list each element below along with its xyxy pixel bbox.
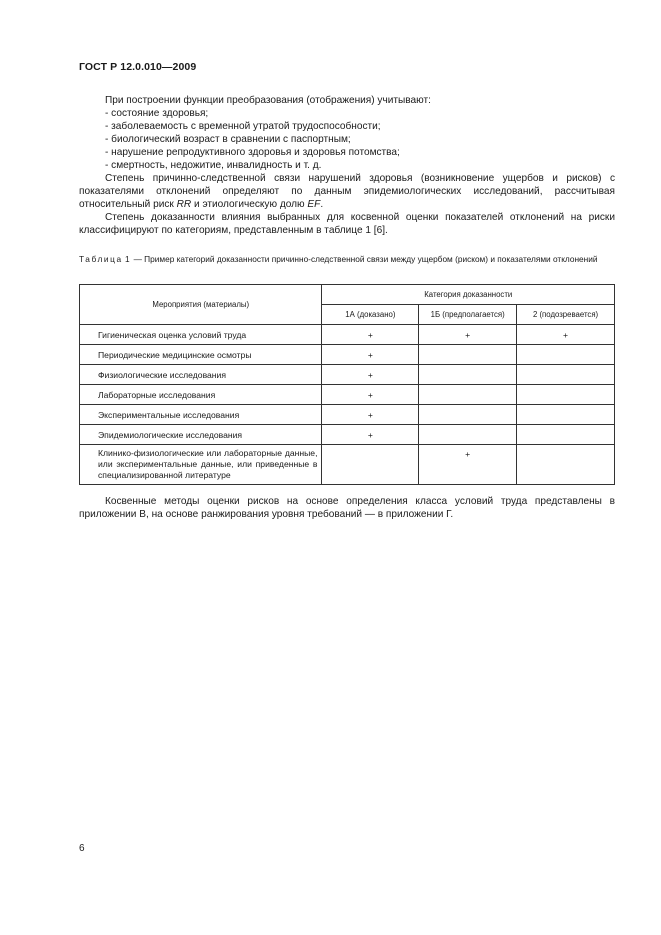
list-item: - биологический возраст в сравнении с паспортным;	[105, 134, 351, 145]
evidence-category-table	[79, 284, 615, 485]
mark-1a: +	[322, 405, 419, 425]
paragraph-causality-text-2: и этиологическую долю	[191, 199, 308, 210]
header-measures: Мероприятия (материалы)	[80, 285, 322, 325]
row-name: Эпидемиологические исследования	[80, 425, 322, 445]
mark-1b	[419, 345, 517, 365]
table-row	[80, 325, 615, 345]
mark-1b	[419, 385, 517, 405]
paragraph-causality	[79, 172, 615, 211]
table-caption-number: 1	[125, 254, 132, 264]
table-row	[80, 385, 615, 405]
page-number: 6	[79, 843, 85, 854]
mark-1a: +	[322, 365, 419, 385]
list-item: - смертность, недожитие, инвалидность и т. д.	[105, 160, 322, 171]
table-row	[80, 365, 615, 385]
header-1a: 1А (доказано)	[322, 305, 419, 325]
header-category: Категория доказанности	[322, 285, 615, 305]
mark-1b: +	[419, 325, 517, 345]
rr-symbol: RR	[176, 199, 192, 210]
row-name: Клинико-физиологические или лабораторные данные, или экспериментальные данные, или приведенные в специализированной литературе	[80, 445, 322, 485]
mark-1b	[419, 405, 517, 425]
mark-1b	[419, 425, 517, 445]
table-row	[80, 345, 615, 365]
mark-1a: +	[322, 385, 419, 405]
row-name: Лабораторные исследования	[80, 385, 322, 405]
table-row	[80, 405, 615, 425]
mark-1a: +	[322, 345, 419, 365]
paragraph-causality-end: .	[320, 199, 324, 210]
mark-2	[517, 365, 615, 385]
mark-2	[517, 385, 615, 405]
list-item: - состояние здоровья;	[105, 108, 209, 119]
list-item: - заболеваемость с временной утратой трудоспособности;	[105, 121, 381, 132]
paragraph-causality-text-1: Степень причинно-следственной связи нарушений здоровья (возникновение ущербов и рисков) с показателями отклонений определяют по данным эпидемиологических исследований, рассчитывая относительный риск	[79, 173, 615, 210]
row-name: Гигиеническая оценка условий труда	[80, 325, 322, 345]
ef-symbol: EF	[307, 199, 321, 210]
mark-1b	[419, 365, 517, 385]
document-code-header: ГОСТ Р 12.0.010—2009	[79, 61, 197, 73]
list-item: - нарушение репродуктивного здоровья и здоровья потомства;	[105, 147, 400, 158]
header-1b: 1Б (предполагается)	[419, 305, 517, 325]
mark-2	[517, 345, 615, 365]
table-caption	[79, 254, 615, 265]
mark-2	[517, 425, 615, 445]
intro-lead: При построении функции преобразования (отображения) учитывают:	[105, 95, 431, 106]
mark-1b: +	[419, 445, 517, 485]
table-caption-text: — Пример категорий доказанности причинно-следственной связи между ущербом (риском) и показателями отклонений	[131, 254, 598, 264]
table-caption-label: Таблица	[79, 254, 123, 264]
mark-1a: +	[322, 425, 419, 445]
mark-1a: +	[322, 325, 419, 345]
mark-1a	[322, 445, 419, 485]
paragraph-evidence: Степень доказанности влияния выбранных для косвенной оценки показателей отклонений на риски классифицируют по категориям, представленным в таблице 1 [6].	[79, 212, 615, 236]
table-row	[80, 445, 615, 485]
closing-paragraph: Косвенные методы оценки рисков на основе определения класса условий труда представлены в приложении В, на основе ранжирования уровня требований — в приложении Г.	[79, 496, 615, 520]
mark-2: +	[517, 325, 615, 345]
intro-section	[79, 94, 615, 237]
row-name: Экспериментальные исследования	[80, 405, 322, 425]
row-name: Периодические медицинские осмотры	[80, 345, 322, 365]
closing-section	[79, 495, 615, 521]
table-row	[80, 425, 615, 445]
header-2: 2 (подозревается)	[517, 305, 615, 325]
row-name: Физиологические исследования	[80, 365, 322, 385]
mark-2	[517, 445, 615, 485]
mark-2	[517, 405, 615, 425]
